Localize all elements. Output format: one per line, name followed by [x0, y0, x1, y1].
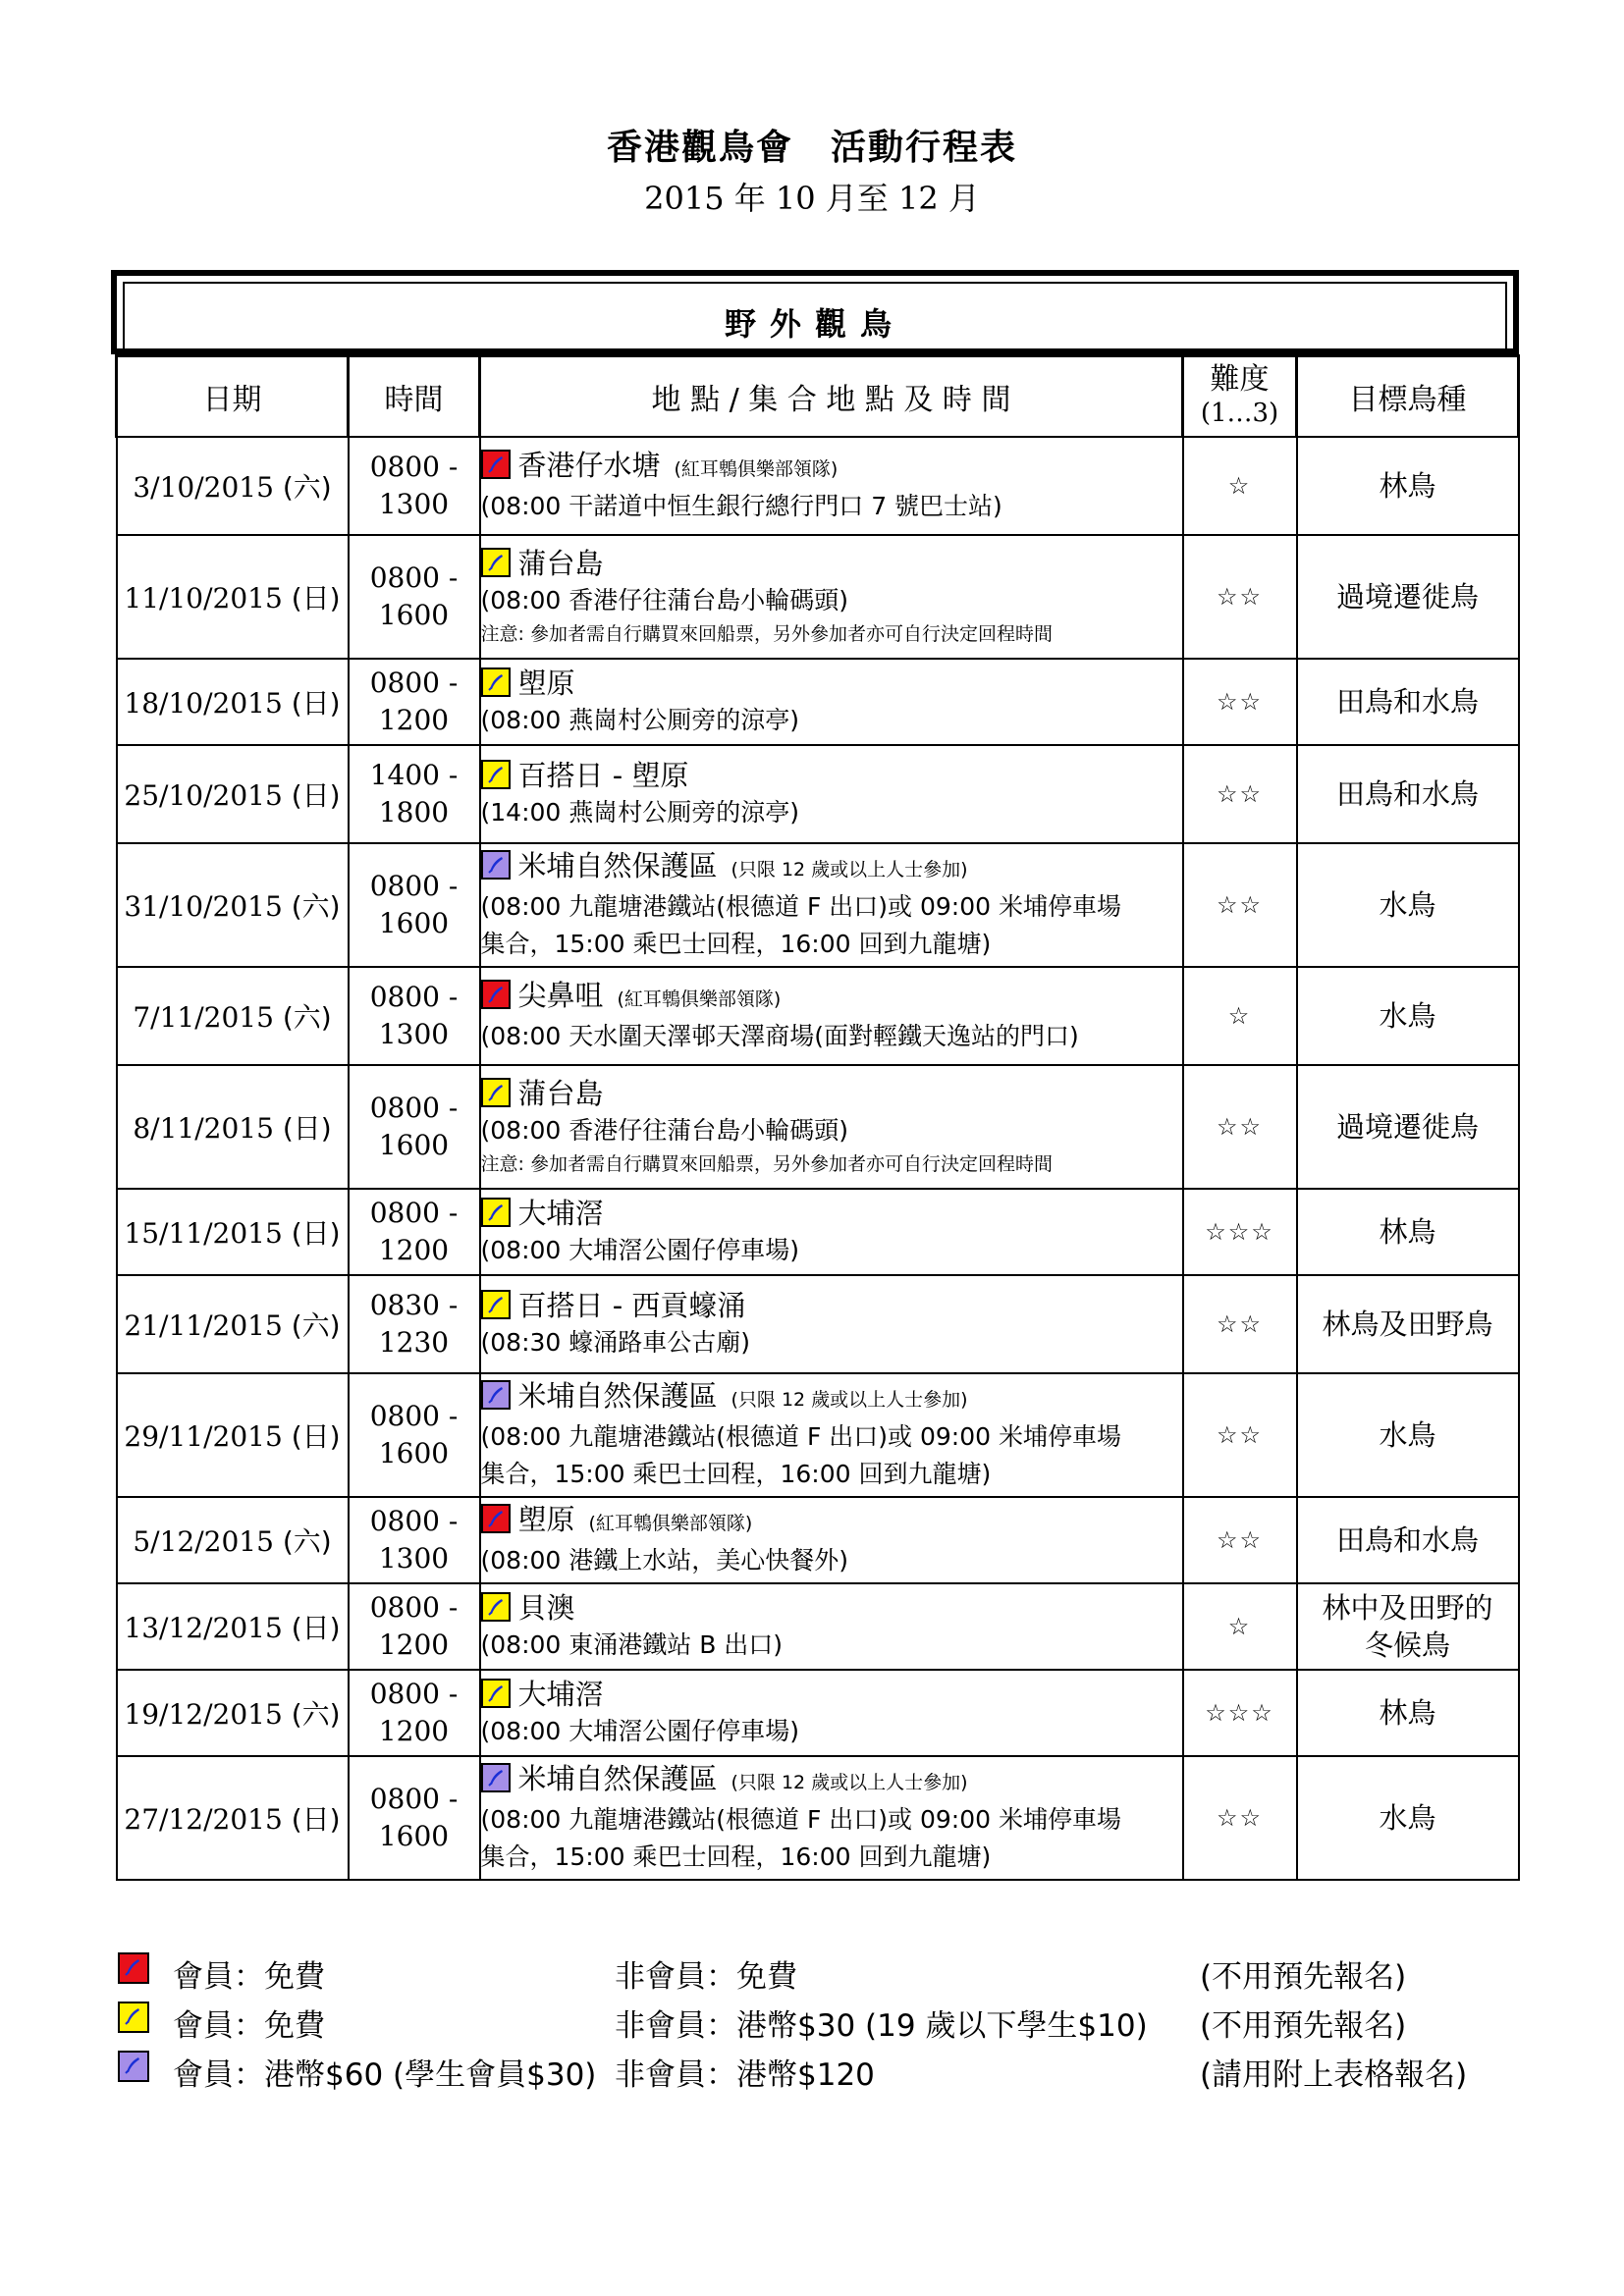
quill-icon [123, 2006, 142, 2026]
meeting-point: (08:00 大埔滘公園仔停車場) [480, 1235, 800, 1264]
time-cell: 0800 - 1600 [349, 1373, 480, 1497]
difficulty-stars: ☆☆☆ [1183, 1189, 1297, 1275]
date-cell: 8/11/2015 (日) [117, 1065, 349, 1189]
target-birds: 田鳥和水鳥 [1335, 1522, 1479, 1557]
location-cell [480, 745, 1183, 843]
date-cell: 19/12/2015 (六) [117, 1670, 349, 1756]
location-name: 尖鼻咀 [517, 978, 604, 1012]
location-cell [480, 437, 1183, 535]
location-note: (紅耳鵯俱樂部領隊) [588, 1512, 753, 1534]
date-cell: 15/11/2015 (日) [117, 1189, 349, 1275]
location-cell [480, 1373, 1183, 1497]
time-cell: 0800 - 1200 [349, 659, 480, 745]
location-note: (紅耳鵯俱樂部領隊) [617, 988, 782, 1010]
difficulty-stars: ☆☆ [1183, 1065, 1297, 1189]
quill-icon [486, 1597, 506, 1617]
location-name: 大埔滘 [517, 1677, 604, 1711]
table-row [117, 535, 1519, 659]
quill-icon [486, 1768, 506, 1788]
meeting-point-cont: 集合，15:00 乘巴士回程，16:00 回到九龍塘) [480, 929, 992, 958]
target-birds: 林鳥 [1379, 1695, 1436, 1730]
yellow-fee-badge-icon [481, 1679, 511, 1708]
quill-icon [486, 985, 506, 1004]
difficulty-stars: ☆☆ [1183, 1275, 1297, 1373]
target-cell [1297, 1373, 1519, 1497]
difficulty-stars: ☆☆ [1183, 1497, 1297, 1583]
page-title: 香港觀鳥會 活動行程表 [606, 128, 1017, 168]
target-cell [1297, 1065, 1519, 1189]
location-cell [480, 843, 1183, 967]
table-row [117, 1373, 1519, 1497]
meeting-point: (08:00 天水圍天澤邨天澤商場(面對輕鐵天逸站的門口) [480, 1021, 1079, 1050]
target-birds: 水鳥 [1379, 1417, 1436, 1452]
meeting-point: (08:00 大埔滘公園仔停車場) [480, 1716, 800, 1745]
table-row [117, 843, 1519, 967]
table-row [117, 1583, 1519, 1670]
notice-text: 注意: 參加者需自行購買來回船票，另外參加者亦可自行決定回程時間 [480, 622, 1053, 645]
location-cell [480, 535, 1183, 659]
purple-fee-badge-icon [481, 850, 511, 880]
red-fee-badge-icon [481, 450, 511, 479]
meeting-point: (08:30 蠔涌路車公古廟) [480, 1327, 751, 1357]
date-cell: 18/10/2015 (日) [117, 659, 349, 745]
time-cell: 0800 - 1300 [349, 437, 480, 535]
target-birds: 水鳥 [1379, 887, 1436, 922]
location-note: (紅耳鵯俱樂部領隊) [674, 457, 839, 480]
location-cell [480, 967, 1183, 1065]
quill-icon [486, 1385, 506, 1405]
location-name: 貝澳 [517, 1590, 575, 1625]
quill-icon [486, 765, 506, 784]
yellow-fee-badge-icon [481, 667, 511, 697]
location-cell [480, 1497, 1183, 1583]
quill-icon [486, 454, 506, 474]
location-name: 蒲台島 [517, 1076, 604, 1110]
table-row [117, 967, 1519, 1065]
time-cell: 0800 - 1200 [349, 1583, 480, 1670]
date-cell: 13/12/2015 (日) [117, 1583, 349, 1670]
location-cell [480, 659, 1183, 745]
meeting-point: (08:00 香港仔往蒲台島小輪碼頭) [480, 1115, 849, 1145]
difficulty-stars: ☆ [1183, 437, 1297, 535]
target-cell [1297, 1189, 1519, 1275]
location-cell [480, 1670, 1183, 1756]
target-birds: 林鳥 [1379, 1214, 1436, 1249]
quill-icon [486, 672, 506, 692]
target-birds: 水鳥 [1379, 1800, 1436, 1835]
quill-icon [123, 2056, 142, 2075]
table-header-row [117, 356, 1519, 437]
meeting-point-cont: 集合，15:00 乘巴士回程，16:00 回到九龍塘) [480, 1842, 992, 1871]
purple-fee-badge-icon [118, 2051, 149, 2082]
member-fee: 會員：港幣$60 (學生會員$30) [173, 2057, 597, 2093]
date-cell: 25/10/2015 (日) [117, 745, 349, 843]
target-birds: 林鳥及田野鳥 [1322, 1307, 1493, 1341]
yellow-fee-badge-icon [118, 2002, 149, 2033]
location-name: 百搭日 - 塱原 [517, 758, 689, 792]
target-birds: 林鳥 [1379, 468, 1436, 503]
difficulty-stars: ☆☆ [1183, 535, 1297, 659]
date-cell: 3/10/2015 (六) [117, 437, 349, 535]
target-cell [1297, 1583, 1519, 1670]
yellow-fee-badge-icon [481, 1078, 511, 1107]
meeting-point: (14:00 燕崗村公厠旁的涼亭) [480, 797, 800, 827]
difficulty-stars: ☆☆ [1183, 1373, 1297, 1497]
location-note: (只限 12 歲或以上人士參加) [731, 858, 968, 881]
column-header-location: 地 點 / 集 合 地 點 及 時 間 [480, 356, 1183, 437]
location-cell [480, 1275, 1183, 1373]
quill-icon [486, 1083, 506, 1102]
table-row [117, 745, 1519, 843]
meeting-point: (08:00 燕崗村公厠旁的涼亭) [480, 705, 800, 734]
location-note: (只限 12 歲或以上人士參加) [731, 1771, 968, 1793]
location-name: 大埔滘 [517, 1196, 604, 1230]
difficulty-stars: ☆☆ [1183, 745, 1297, 843]
time-cell: 0800 - 1200 [349, 1189, 480, 1275]
quill-icon [486, 1295, 506, 1314]
table-row [117, 1756, 1519, 1880]
location-name: 蒲台島 [517, 546, 604, 580]
member-fee: 會員：免費 [173, 1959, 325, 1995]
notice-text: 注意: 參加者需自行購買來回船票，另外參加者亦可自行決定回程時間 [480, 1152, 1053, 1175]
meeting-point: (08:00 干諾道中恒生銀行總行門口 7 號巴士站) [480, 491, 1002, 520]
table-row [117, 437, 1519, 535]
date-cell: 29/11/2015 (日) [117, 1373, 349, 1497]
registration-note: (不用預先報名) [1200, 2008, 1407, 2044]
red-fee-badge-icon [481, 980, 511, 1009]
target-cell [1297, 1497, 1519, 1583]
target-birds: 田鳥和水鳥 [1335, 776, 1479, 811]
location-name: 塱原 [517, 1502, 575, 1536]
quill-icon [486, 855, 506, 875]
difficulty-stars: ☆☆ [1183, 659, 1297, 745]
target-cell [1297, 1275, 1519, 1373]
nonmember-fee: 非會員：免費 [615, 1959, 797, 1995]
purple-fee-badge-icon [481, 1380, 511, 1410]
location-name: 香港仔水塘 [517, 448, 661, 482]
target-cell [1297, 535, 1519, 659]
date-cell: 31/10/2015 (六) [117, 843, 349, 967]
yellow-fee-badge-icon [481, 1198, 511, 1227]
target-birds: 過境遷徙鳥 [1335, 579, 1479, 614]
meeting-point-cont: 集合，15:00 乘巴士回程，16:00 回到九龍塘) [480, 1459, 992, 1488]
target-cell [1297, 659, 1519, 745]
yellow-fee-badge-icon [481, 760, 511, 789]
target-cell [1297, 1670, 1519, 1756]
location-cell [480, 1756, 1183, 1880]
location-name: 米埔自然保護區 [517, 1761, 718, 1795]
difficulty-stars: ☆ [1183, 1583, 1297, 1670]
registration-note: (不用預先報名) [1200, 1959, 1407, 1995]
table-row [117, 659, 1519, 745]
time-cell: 0800 - 1600 [349, 535, 480, 659]
date-cell: 7/11/2015 (六) [117, 967, 349, 1065]
difficulty-stars: ☆ [1183, 967, 1297, 1065]
red-fee-badge-icon [118, 1952, 149, 1984]
time-cell: 0800 - 1600 [349, 843, 480, 967]
target-birds: 水鳥 [1379, 998, 1436, 1033]
column-header-difficulty: 難度 (1…3) [1183, 356, 1297, 437]
quill-icon [486, 1509, 506, 1528]
page-subtitle: 2015 年 10 月至 12 月 [644, 180, 980, 217]
date-cell: 5/12/2015 (六) [117, 1497, 349, 1583]
date-cell: 11/10/2015 (日) [117, 535, 349, 659]
quill-icon [486, 1683, 506, 1703]
location-cell [480, 1189, 1183, 1275]
quill-icon [486, 553, 506, 572]
target-birds: 田鳥和水鳥 [1335, 684, 1479, 719]
time-cell: 0800 - 1600 [349, 1756, 480, 1880]
target-cell [1297, 843, 1519, 967]
nonmember-fee: 非會員：港幣$120 [615, 2057, 875, 2093]
member-fee: 會員：免費 [173, 2008, 325, 2044]
time-cell: 0800 - 1300 [349, 967, 480, 1065]
location-cell [480, 1065, 1183, 1189]
target-cell [1297, 967, 1519, 1065]
target-cell [1297, 1756, 1519, 1880]
date-cell: 27/12/2015 (日) [117, 1756, 349, 1880]
meeting-point: (08:00 東涌港鐵站 B 出口) [480, 1629, 784, 1659]
red-fee-badge-icon [481, 1504, 511, 1533]
meeting-point: (08:00 九龍塘港鐵站(根德道 F 出口)或 09:00 米埔停車場 [480, 891, 1121, 921]
time-cell: 0830 - 1230 [349, 1275, 480, 1373]
time-cell: 0800 - 1300 [349, 1497, 480, 1583]
meeting-point: (08:00 香港仔往蒲台島小輪碼頭) [480, 585, 849, 614]
location-note: (只限 12 歲或以上人士參加) [731, 1388, 968, 1411]
location-name: 米埔自然保護區 [517, 1378, 718, 1413]
time-cell: 0800 - 1200 [349, 1670, 480, 1756]
column-header-time: 時間 [349, 356, 480, 437]
target-birds: 林中及田野的 [1322, 1590, 1493, 1625]
location-name: 米埔自然保護區 [517, 848, 718, 882]
time-cell: 0800 - 1600 [349, 1065, 480, 1189]
target-cell [1297, 437, 1519, 535]
nonmember-fee: 非會員：港幣$30 (19 歲以下學生$10) [615, 2008, 1148, 2044]
section-title: 野外觀鳥 [724, 305, 905, 343]
quill-icon [123, 1957, 142, 1977]
purple-fee-badge-icon [481, 1763, 511, 1792]
meeting-point: (08:00 港鐵上水站，美心快餐外) [480, 1545, 849, 1575]
column-header-date: 日期 [117, 356, 349, 437]
table-row [117, 1670, 1519, 1756]
difficulty-stars: ☆☆ [1183, 1756, 1297, 1880]
table-row [117, 1497, 1519, 1583]
table-row [117, 1065, 1519, 1189]
registration-note: (請用附上表格報名) [1200, 2057, 1468, 2093]
table-row [117, 1189, 1519, 1275]
schedule-table [115, 354, 1520, 1881]
difficulty-stars: ☆☆☆ [1183, 1670, 1297, 1756]
section-header-box [111, 270, 1519, 354]
target-birds-cont: 冬候鳥 [1364, 1628, 1450, 1662]
column-header-target: 目標鳥種 [1297, 356, 1519, 437]
target-cell [1297, 745, 1519, 843]
location-name: 百搭日 - 西貢蠔涌 [517, 1288, 746, 1322]
difficulty-stars: ☆☆ [1183, 843, 1297, 967]
time-cell: 1400 - 1800 [349, 745, 480, 843]
date-cell: 21/11/2015 (六) [117, 1275, 349, 1373]
location-name: 塱原 [517, 666, 575, 700]
table-row [117, 1275, 1519, 1373]
quill-icon [486, 1202, 506, 1222]
yellow-fee-badge-icon [481, 548, 511, 577]
yellow-fee-badge-icon [481, 1592, 511, 1622]
target-birds: 過境遷徙鳥 [1335, 1109, 1479, 1144]
location-cell [480, 1583, 1183, 1670]
meeting-point: (08:00 九龍塘港鐵站(根德道 F 出口)或 09:00 米埔停車場 [480, 1421, 1121, 1451]
yellow-fee-badge-icon [481, 1290, 511, 1319]
meeting-point: (08:00 九龍塘港鐵站(根德道 F 出口)或 09:00 米埔停車場 [480, 1804, 1121, 1834]
